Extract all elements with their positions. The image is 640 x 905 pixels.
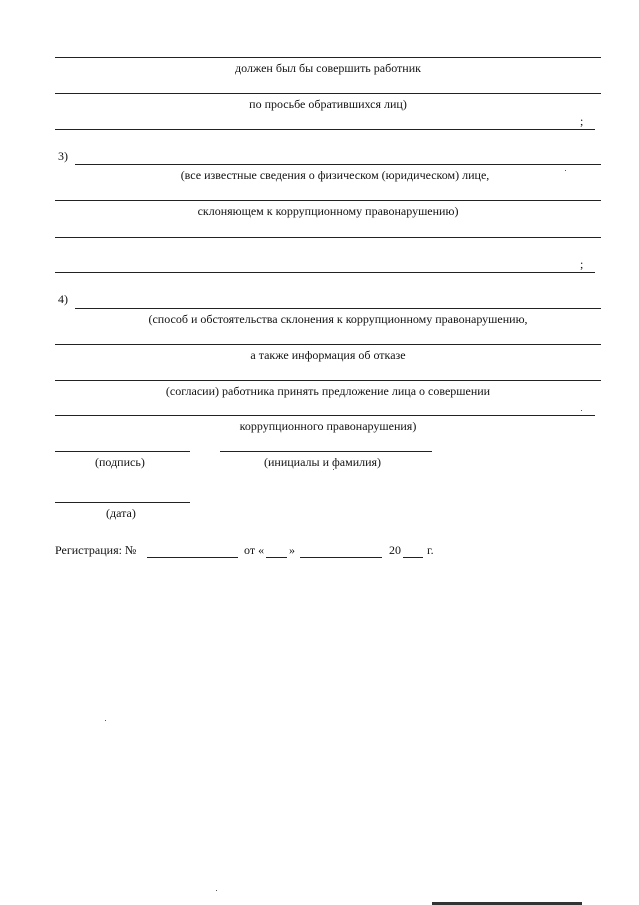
blank-line: [55, 344, 601, 345]
field-caption: (способ и обстоятельства склонения к коррупционному правонарушению,: [148, 312, 528, 326]
month-line: [300, 557, 382, 558]
blank-line: [55, 129, 595, 130]
field-caption: должен был бы совершить работник: [235, 61, 421, 75]
signature-caption: (подпись): [95, 455, 145, 469]
date-line: [55, 502, 190, 503]
blank-line: [55, 93, 601, 94]
field-caption: по просьбе обратившихся лиц): [249, 97, 407, 111]
blank-line: [55, 57, 601, 58]
item-number-4: 4): [58, 292, 68, 306]
signature-line: [55, 451, 190, 452]
scan-speck: [565, 170, 566, 171]
registration-year-suffix: г.: [427, 543, 434, 557]
field-caption: (согласии) работника принять предложение лица о совершении: [165, 384, 491, 398]
registration-number-line: [147, 557, 238, 558]
field-caption: а также информация об отказе: [250, 348, 406, 362]
blank-line: [75, 164, 601, 165]
registration-close-quote: »: [289, 543, 295, 557]
blank-line: [55, 272, 595, 273]
blank-line: [55, 200, 601, 201]
registration-from: от «: [244, 543, 265, 557]
scan-speck: [105, 720, 106, 721]
blank-line: [75, 308, 601, 309]
blank-line: [55, 380, 601, 381]
blank-line: [55, 237, 601, 238]
blank-line: [55, 415, 595, 416]
date-caption: (дата): [106, 506, 136, 520]
field-caption: (все известные сведения о физическом (юридическом) лице,: [180, 168, 490, 182]
scan-speck: [333, 469, 334, 470]
semicolon: ;: [580, 114, 584, 128]
name-line: [220, 451, 432, 452]
item-number-3: 3): [58, 149, 68, 163]
field-caption: коррупционного правонарушения): [239, 419, 417, 433]
year-line: [403, 557, 423, 558]
registration-year-prefix: 20: [389, 543, 401, 557]
field-caption: склоняющем к коррупционному правонарушению): [197, 204, 459, 218]
name-caption: (инициалы и фамилия): [264, 455, 382, 469]
registration-label: Регистрация: №: [55, 543, 137, 557]
scan-speck: [216, 890, 217, 891]
day-line: [266, 557, 287, 558]
scan-speck: [581, 410, 582, 411]
semicolon: ;: [580, 257, 584, 271]
